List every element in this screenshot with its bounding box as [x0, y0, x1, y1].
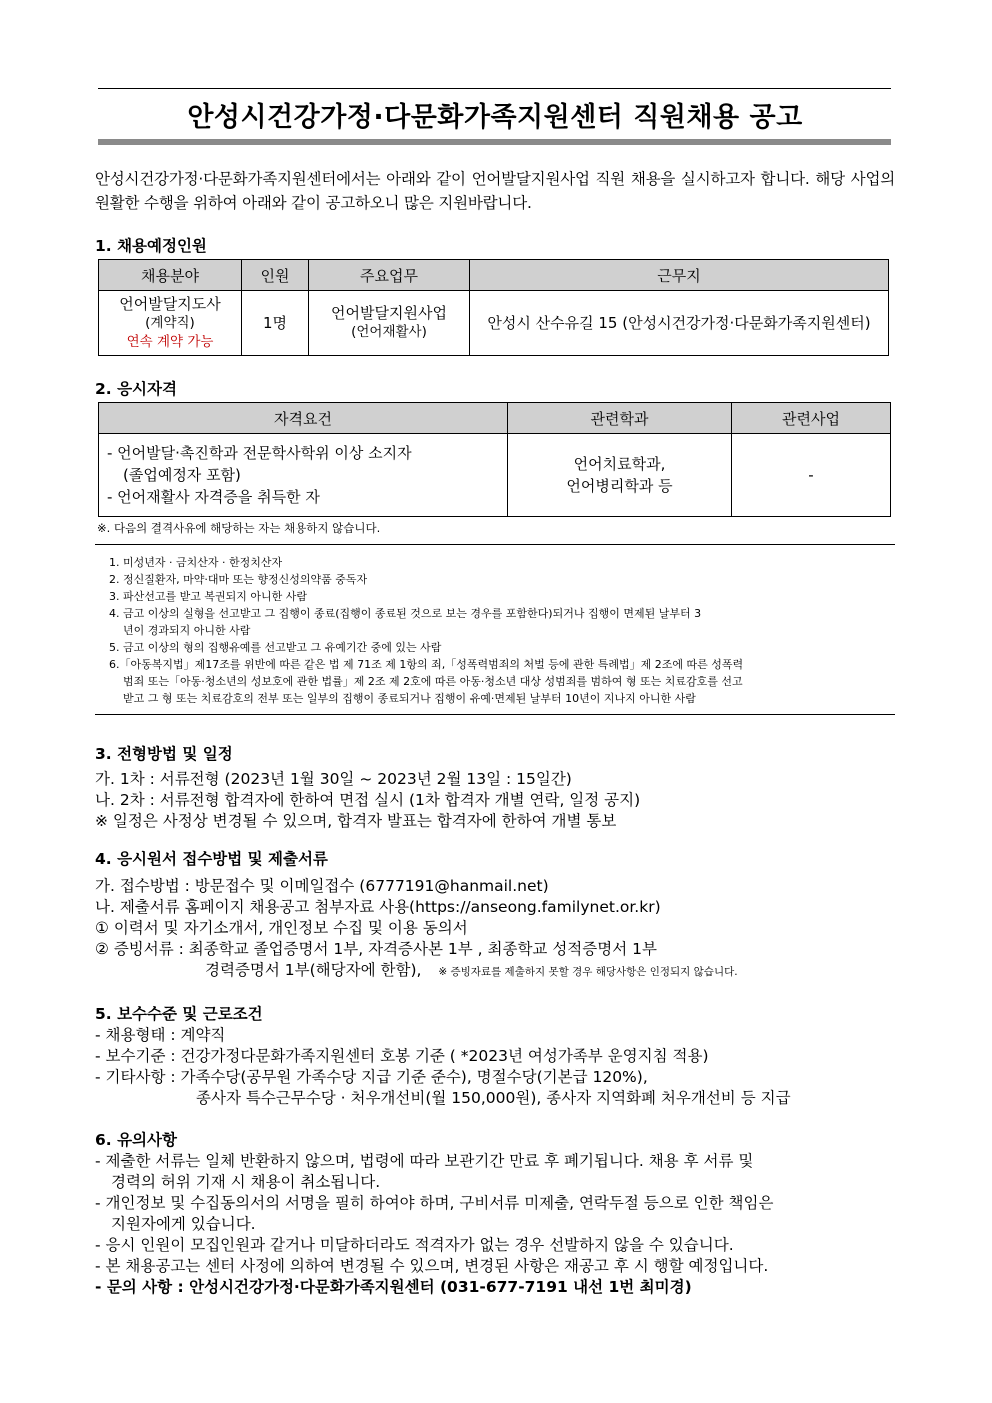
section-3-heading: 3. 전형방법 및 일정 — [95, 745, 233, 763]
duty-main: 언어발달지원사업 — [331, 304, 447, 322]
list-item: 범죄 또는「아동·청소년의 성보호에 관한 법률」제 2조 제 2호에 따른 아동·청소년 대상 성범죄를 범하여 형 또는 치료감호를 선고 — [123, 675, 743, 688]
section-4-heading: 4. 응시원서 접수방법 및 제출서류 — [95, 850, 328, 868]
page-title: 안성시건강가정·다문화가족지원센터 직원채용 공고 — [187, 102, 803, 133]
section-5-body — [95, 1025, 895, 1109]
schedule-line-2: 나. 2차 : 서류전형 합격자에 한하여 면접 실시 (1차 합격자 개별 연락, 일정 공지) — [95, 791, 641, 809]
table-row — [99, 434, 891, 517]
section-6-heading: 6. 유의사항 — [95, 1131, 177, 1149]
intro-paragraph: 안성시건강가정·다문화가족지원센터에서는 아래와 같이 언어발달지원사업 직원 채용을 실시하고자 합니다. 해당 사업의 원활한 수행을 위하여 아래와 같이 공고하오니 많은 지원바랍니다. — [95, 170, 895, 212]
cell-location: 안성시 산수유길 15 (안성시건강가정·다문화가족지원센터) — [470, 291, 889, 356]
table-header-row — [99, 403, 891, 434]
notice-line-2: - 개인정보 및 수집동의서의 서명을 필히 하여야 하며, 구비서류 미제출, 연락두절 등으로 인한 책임은 — [95, 1194, 774, 1212]
schedule-line-1: 가. 1차 : 서류전형 (2023년 1월 30일 ~ 2023년 2월 13일 : 15일간) — [95, 770, 572, 788]
list-item: 5. 금고 이상의 형의 집행유예를 선고받고 그 유예기간 중에 있는 사람 — [109, 641, 442, 654]
notice-line-1b: 경력의 허위 기재 시 채용이 취소됩니다. — [111, 1173, 381, 1191]
section-3-body — [95, 769, 895, 832]
header-field: 채용분야 — [99, 260, 242, 291]
duty-sub: (언어재활사) — [351, 324, 427, 340]
field-sub: (계약직) — [145, 314, 195, 331]
recruitment-table — [98, 259, 889, 356]
list-item: 2. 정신질환자, 마약·대마 또는 향정신성의약품 중독자 — [109, 573, 368, 586]
header-location: 근무지 — [470, 260, 889, 291]
requirement-1: - 언어발달·촉진학과 전문학사학위 이상 소지자 — [107, 444, 412, 462]
title-bottom-rule — [98, 139, 891, 145]
disqualification-list — [95, 544, 895, 715]
table-row — [99, 291, 889, 356]
header-department: 관련학과 — [508, 403, 732, 434]
disqualification-note: ※. 다음의 결격사유에 해당하는 자는 채용하지 않습니다. — [97, 521, 381, 535]
list-item: 4. 금고 이상의 실형을 선고받고 그 집행이 종료(집행이 종료된 것으로 보는 경우를 포함한다)되거나 집행이 면제된 날부터 3 — [109, 607, 702, 620]
pay-line-4: 종사자 특수근무수당 · 처우개선비(월 150,000원), 종사자 지역화폐 처우개선비 등 지급 — [196, 1089, 791, 1107]
cell-business: - — [732, 434, 891, 517]
apply-line-2: 나. 제출서류 홈페이지 채용공고 첨부자료 사용(https://anseong.familynet.or.kr) — [95, 898, 661, 916]
requirement-1-sub: (졸업예정자 포함) — [123, 466, 241, 484]
table-header-row — [99, 260, 889, 291]
cell-requirements — [99, 434, 508, 517]
cell-duty — [309, 291, 470, 356]
section-4-body — [95, 876, 895, 983]
apply-line-5-text: 경력증명서 1부(해당자에 한함), — [205, 961, 422, 979]
cell-department — [508, 434, 732, 517]
pay-line-1: - 채용형태 : 계약직 — [95, 1026, 226, 1044]
section-1-heading: 1. 채용예정인원 — [95, 237, 207, 255]
list-item: 년이 경과되지 아니한 사람 — [123, 624, 251, 637]
apply-line-4: ② 증빙서류 : 최종학교 졸업증명서 1부, 자격증사본 1부 , 최종학교 성적증명서 1부 — [95, 940, 657, 958]
qualification-table — [98, 402, 891, 517]
contact-line: - 문의 사항 : 안성시건강가정·다문화가족지원센터 (031-677-7191 내선 1번 최미경) — [95, 1278, 692, 1296]
notice-line-3: - 응시 인원이 모집인원과 같거나 미달하더라도 적격자가 없는 경우 선발하지 않을 수 있습니다. — [95, 1236, 734, 1254]
list-item: 받고 그 형 또는 치료감호의 전부 또는 일부의 집행이 종료되거나 집행이 유예·면제된 날부터 10년이 지나지 아니한 사람 — [123, 692, 696, 705]
schedule-line-3: ※ 일정은 사정상 변경될 수 있으며, 합격자 발표는 합격자에 한하여 개별 통보 — [95, 812, 617, 830]
header-count: 인원 — [242, 260, 309, 291]
notice-line-1: - 제출한 서류는 일체 반환하지 않으며, 법령에 따라 보관기간 만료 후 폐기됩니다. 채용 후 서류 및 — [95, 1152, 754, 1170]
department-1: 언어치료학과, — [573, 455, 666, 473]
cell-field — [99, 291, 242, 356]
cell-count: 1명 — [242, 291, 309, 356]
header-business: 관련사업 — [732, 403, 891, 434]
section-6-body — [95, 1151, 895, 1298]
notice-content — [95, 88, 895, 1298]
header-requirements: 자격요건 — [99, 403, 508, 434]
pay-line-2: - 보수기준 : 건강가정다문화가족지원센터 호봉 기준 ( *2023년 여성가족부 운영지침 적용) — [95, 1047, 709, 1065]
list-item: 6.「아동복지법」제17조를 위반에 따른 같은 법 제 71조 제 1항의 죄,「성폭력범죄의 처벌 등에 관한 특례법」제 2조에 따른 성폭력 — [109, 658, 744, 671]
notice-line-2b: 지원자에게 있습니다. — [111, 1215, 256, 1233]
section-2-heading: 2. 응시자격 — [95, 380, 177, 398]
list-item: 1. 미성년자 · 금치산자 · 한정치산자 — [109, 556, 283, 569]
apply-line-5 — [95, 960, 895, 983]
field-note: 연속 계약 가능 — [126, 333, 214, 350]
pay-line-3: - 기타사항 : 가족수당(공무원 가족수당 지급 기준 준수), 명절수당(기본급 120%), — [95, 1068, 648, 1086]
department-2: 언어병리학과 등 — [566, 477, 673, 495]
apply-line-5-note: ※ 증빙자료를 제출하지 못할 경우 해당사항은 인정되지 않습니다. — [438, 966, 738, 978]
requirement-2: - 언어재활사 자격증을 취득한 자 — [107, 488, 320, 506]
header-duty: 주요업무 — [309, 260, 470, 291]
apply-line-3: ① 이력서 및 자기소개서, 개인정보 수집 및 이용 동의서 — [95, 919, 468, 937]
notice-line-4: - 본 채용공고는 센터 사정에 의하여 변경될 수 있으며, 변경된 사항은 재공고 후 시 행할 예정입니다. — [95, 1257, 769, 1275]
section-5-heading: 5. 보수수준 및 근로조건 — [95, 1005, 263, 1023]
field-main: 언어발달지도사 — [119, 294, 221, 313]
list-item: 3. 파산선고를 받고 복권되지 아니한 사람 — [109, 590, 307, 603]
apply-line-1: 가. 접수방법 : 방문접수 및 이메일접수 (6777191@hanmail.net) — [95, 877, 549, 895]
